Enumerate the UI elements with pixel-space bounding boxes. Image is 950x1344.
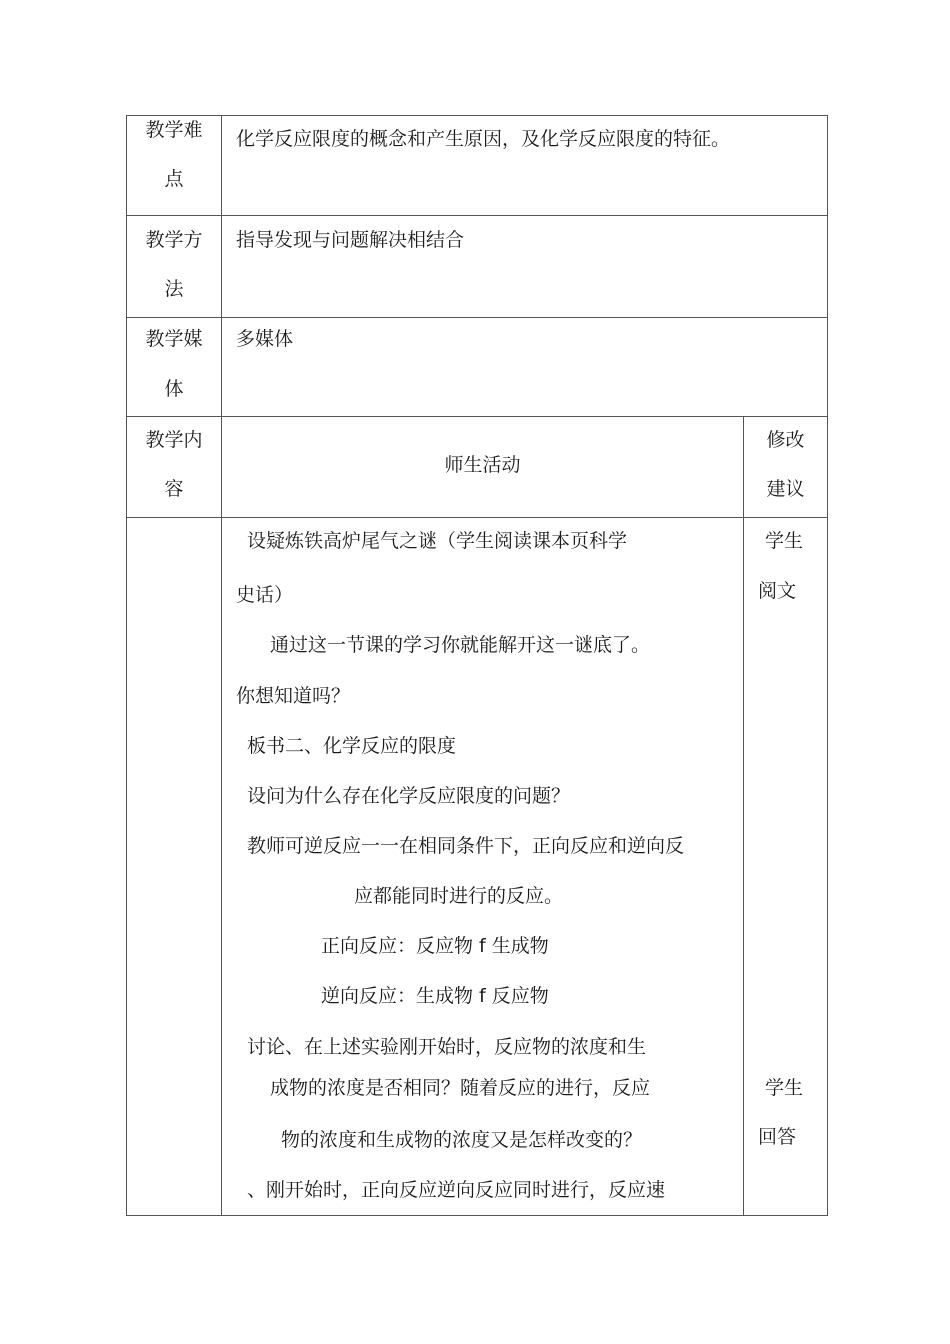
activity-line: 设疑炼铁高炉尾气之谜（学生阅读课本页科学 <box>247 530 628 552</box>
suggest-header-line2: 建议 <box>766 478 805 500</box>
note-answer-line1: 学生 <box>765 1077 804 1099</box>
media-label-line1: 教学媒 <box>145 328 203 350</box>
activity-line: 史话） <box>236 584 294 606</box>
suggest-header-line1: 修改 <box>766 429 805 451</box>
table-border-top <box>126 115 828 116</box>
table-border-bottom <box>126 1215 828 1216</box>
media-label-line2: 体 <box>164 378 184 400</box>
activity-line: 应都能同时进行的反应。 <box>354 885 564 907</box>
media-content: 多媒体 <box>236 328 294 350</box>
note-read-line2: 阅文 <box>758 580 797 602</box>
activity-line: 逆向反应：生成物 f 反应物 <box>321 985 549 1007</box>
difficulty-content: 化学反应限度的概念和产生原因，及化学反应限度的特征。 <box>236 128 731 150</box>
activity-line: 成物的浓度是否相同？随着反应的进行，反应 <box>270 1077 651 1099</box>
row-divider <box>126 215 828 216</box>
row-divider <box>126 517 828 518</box>
row-divider <box>126 416 828 417</box>
activity-header: 师生活动 <box>444 454 521 476</box>
column-divider <box>221 115 222 1216</box>
activity-line: 教师可逆反应一一在相同条件下，正向反应和逆向反 <box>247 835 685 857</box>
activity-line: 你想知道吗？ <box>236 685 351 707</box>
content-header-line1: 教学内 <box>145 429 203 451</box>
difficulty-label-line1: 教学难 <box>145 119 203 141</box>
activity-line: 设问为什么存在化学反应限度的问题？ <box>247 785 571 807</box>
activity-line: 通过这一节课的学习你就能解开这一谜底了。 <box>270 634 651 656</box>
method-content: 指导发现与问题解决相结合 <box>236 229 465 251</box>
activity-line: 正向反应：反应物 f 生成物 <box>321 935 549 957</box>
table-border-right <box>827 115 828 1216</box>
difficulty-label-line2: 点 <box>164 168 184 190</box>
row-divider <box>126 317 828 318</box>
activity-line: 、刚开始时，正向反应逆向反应同时进行，反应速 <box>247 1179 666 1201</box>
note-read-line1: 学生 <box>765 530 804 552</box>
note-answer-line2: 回答 <box>758 1126 797 1148</box>
content-header-line2: 容 <box>164 478 184 500</box>
column-divider <box>743 416 744 1216</box>
method-label-line2: 法 <box>164 278 184 300</box>
activity-line: 板书二、化学反应的限度 <box>247 735 457 757</box>
method-label-line1: 教学方 <box>145 229 203 251</box>
activity-line: 物的浓度和生成物的浓度又是怎样改变的？ <box>281 1129 643 1151</box>
activity-line: 讨论、在上述实验刚开始时，反应物的浓度和生 <box>247 1036 647 1058</box>
